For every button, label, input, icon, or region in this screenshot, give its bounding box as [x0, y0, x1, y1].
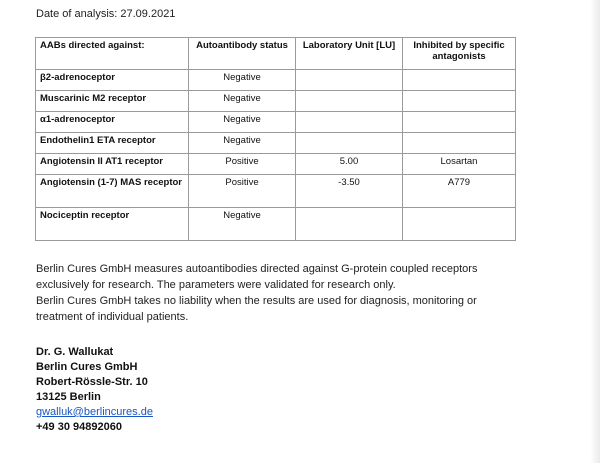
disclaimer-text [36, 261, 526, 325]
header-inhibitor: Inhibited by specific antagonists [403, 38, 516, 70]
disclaimer-research-only: Berlin Cures GmbH measures autoantibodies directed against G-protein coupled receptors exclusively for research. The parameters were validated for research only. [36, 263, 478, 291]
receptor-name: Endothelin1 ETA receptor [36, 133, 189, 154]
lu-value [296, 91, 403, 112]
inhibitor-value [403, 133, 516, 154]
page-edge-shadow [590, 0, 600, 463]
status-value: Negative [189, 208, 296, 241]
lu-value [296, 133, 403, 154]
table-header-row [36, 38, 516, 70]
status-value: Negative [189, 91, 296, 112]
autoantibody-results-table [35, 37, 516, 241]
contact-company: Berlin Cures GmbH [36, 361, 138, 373]
status-value: Positive [189, 175, 296, 208]
table-row [36, 112, 516, 133]
receptor-name: Muscarinic M2 receptor [36, 91, 189, 112]
contact-email-link[interactable]: gwalluk@berlincures.de [36, 406, 153, 418]
status-value: Positive [189, 154, 296, 175]
receptor-name: Angiotensin (1-7) MAS receptor [36, 175, 189, 208]
receptor-name: α1-adrenoceptor [36, 112, 189, 133]
contact-block [36, 345, 153, 435]
header-status: Autoantibody status [189, 38, 296, 70]
receptor-name: β2-adrenoceptor [36, 70, 189, 91]
table-row [36, 208, 516, 241]
lu-value [296, 112, 403, 133]
lu-value [296, 208, 403, 241]
status-value: Negative [189, 70, 296, 91]
inhibitor-value [403, 91, 516, 112]
lu-value [296, 70, 403, 91]
disclaimer-liability: Berlin Cures GmbH takes no liability when the results are used for diagnosis, monitoring or treatment of individual patients. [36, 295, 477, 323]
inhibitor-value [403, 112, 516, 133]
lu-value: 5.00 [296, 154, 403, 175]
table-row [36, 133, 516, 154]
table-row [36, 70, 516, 91]
receptor-name: Nociceptin receptor [36, 208, 189, 241]
analysis-date: Date of analysis: 27.09.2021 [36, 8, 176, 20]
status-value: Negative [189, 133, 296, 154]
contact-city: 13125 Berlin [36, 391, 101, 403]
header-receptor: AABs directed against: [36, 38, 189, 70]
receptor-name: Angiotensin II AT1 receptor [36, 154, 189, 175]
table-row [36, 91, 516, 112]
inhibitor-value: A779 [403, 175, 516, 208]
header-laboratory-unit: Laboratory Unit [LU] [296, 38, 403, 70]
lu-value: -3.50 [296, 175, 403, 208]
contact-phone: +49 30 94892060 [36, 421, 122, 433]
status-value: Negative [189, 112, 296, 133]
table-row [36, 175, 516, 208]
inhibitor-value [403, 70, 516, 91]
contact-street: Robert-Rössle-Str. 10 [36, 376, 148, 388]
table-row [36, 154, 516, 175]
contact-name: Dr. G. Wallukat [36, 346, 114, 358]
inhibitor-value [403, 208, 516, 241]
inhibitor-value: Losartan [403, 154, 516, 175]
